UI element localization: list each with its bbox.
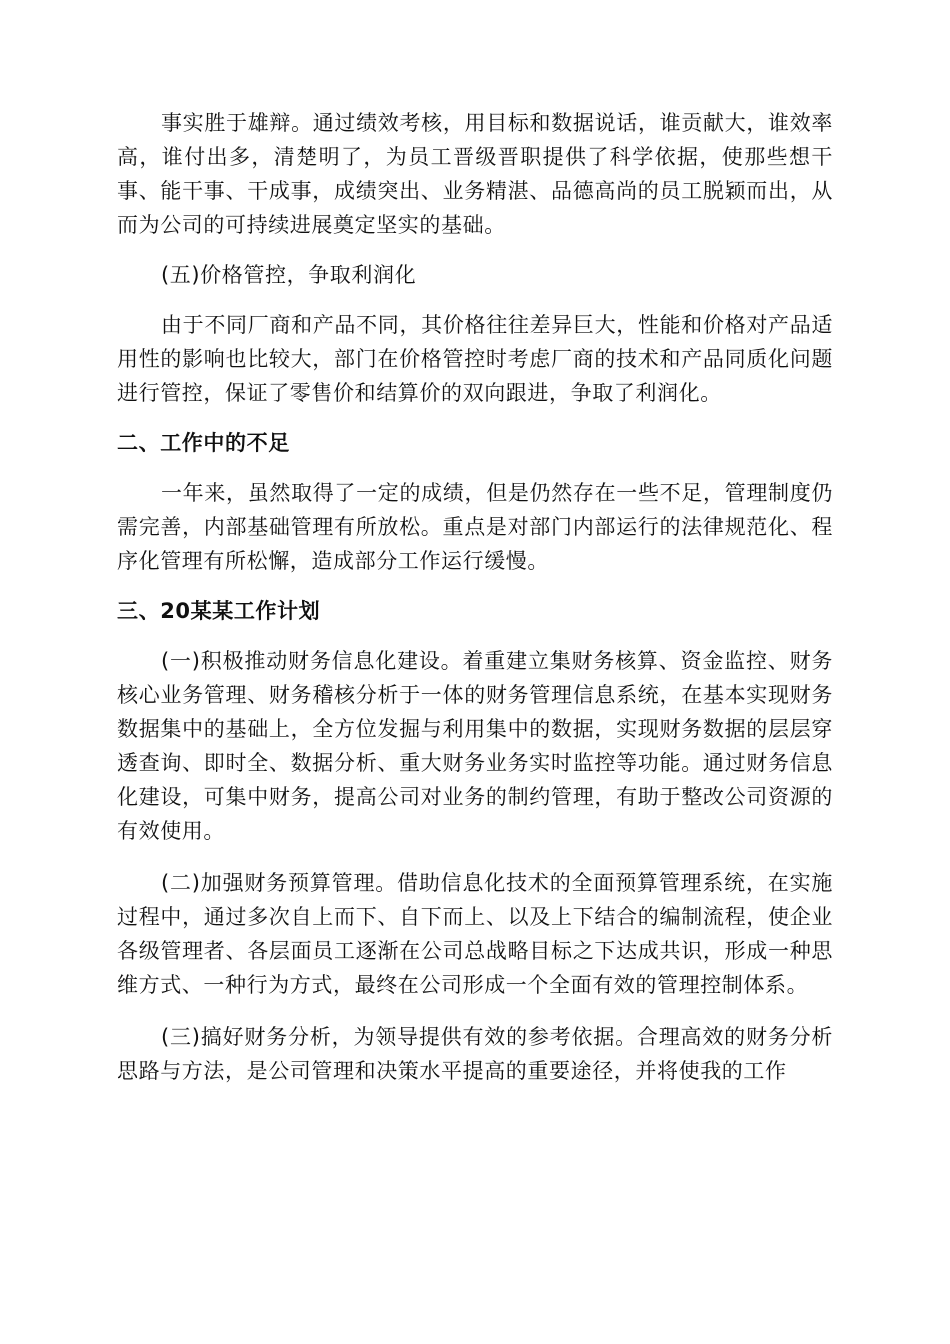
paragraph-plan-analysis: (三)搞好财务分析，为领导提供有效的参考依据。合理高效的财务分析思路与方法，是公司管理和决策水平提高的重要途径，并将使我的工作 <box>117 1025 833 1083</box>
document-page <box>117 106 833 1088</box>
paragraph-shortcomings: 一年来，虽然取得了一定的成绩，但是仍然存在一些不足，管理制度仍需完善，内部基础管理有所放松。重点是对部门内部运行的法律规范化、程序化管理有所松懈，造成部分工作运行缓慢。 <box>117 481 833 573</box>
heading-work-plan: 三、20某某工作计划 <box>117 599 321 623</box>
paragraph-price-control: 由于不同厂商和产品不同，其价格往往差异巨大，性能和价格对产品适用性的影响也比较大，部门在价格管控时考虑厂商的技术和产品同质化问题进行管控，保证了零售价和结算价的双向跟进，争取了利润化。 <box>117 313 833 405</box>
paragraph-plan-budget: (二)加强财务预算管理。借助信息化技术的全面预算管理系统，在实施过程中，通过多次自上而下、自下而上、以及上下结合的编制流程，使企业各级管理者、各层面员工逐渐在公司总战略目标之下达成共识，形成一种思维方式、一种行为方式，最终在公司形成一个全面有效的管理控制体系。 <box>117 871 833 997</box>
paragraph-performance: 事实胜于雄辩。通过绩效考核，用目标和数据说话，谁贡献大，谁效率高，谁付出多，清楚明了，为员工晋级晋职提供了科学依据，使那些想干事、能干事、干成事，成绩突出、业务精湛、品德高尚的员工脱颖而出，从而为公司的可持续进展奠定坚实的基础。 <box>117 111 833 237</box>
paragraph-plan-informatization: (一)积极推动财务信息化建设。着重建立集财务核算、资金监控、财务核心业务管理、财务稽核分析于一体的财务管理信息系统，在基本实现财务数据集中的基础上，全方位发掘与利用集中的数据，实现财务数据的层层穿透查询、即时全、数据分析、重大财务业务实时监控等功能。通过财务信息化建设，可集中财务，提高公司对业务的制约管理，有助于整改公司资源的有效使用。 <box>117 649 833 843</box>
subheading-price-control: (五)价格管控，争取利润化 <box>161 263 417 287</box>
heading-shortcomings: 二、工作中的不足 <box>117 431 290 455</box>
